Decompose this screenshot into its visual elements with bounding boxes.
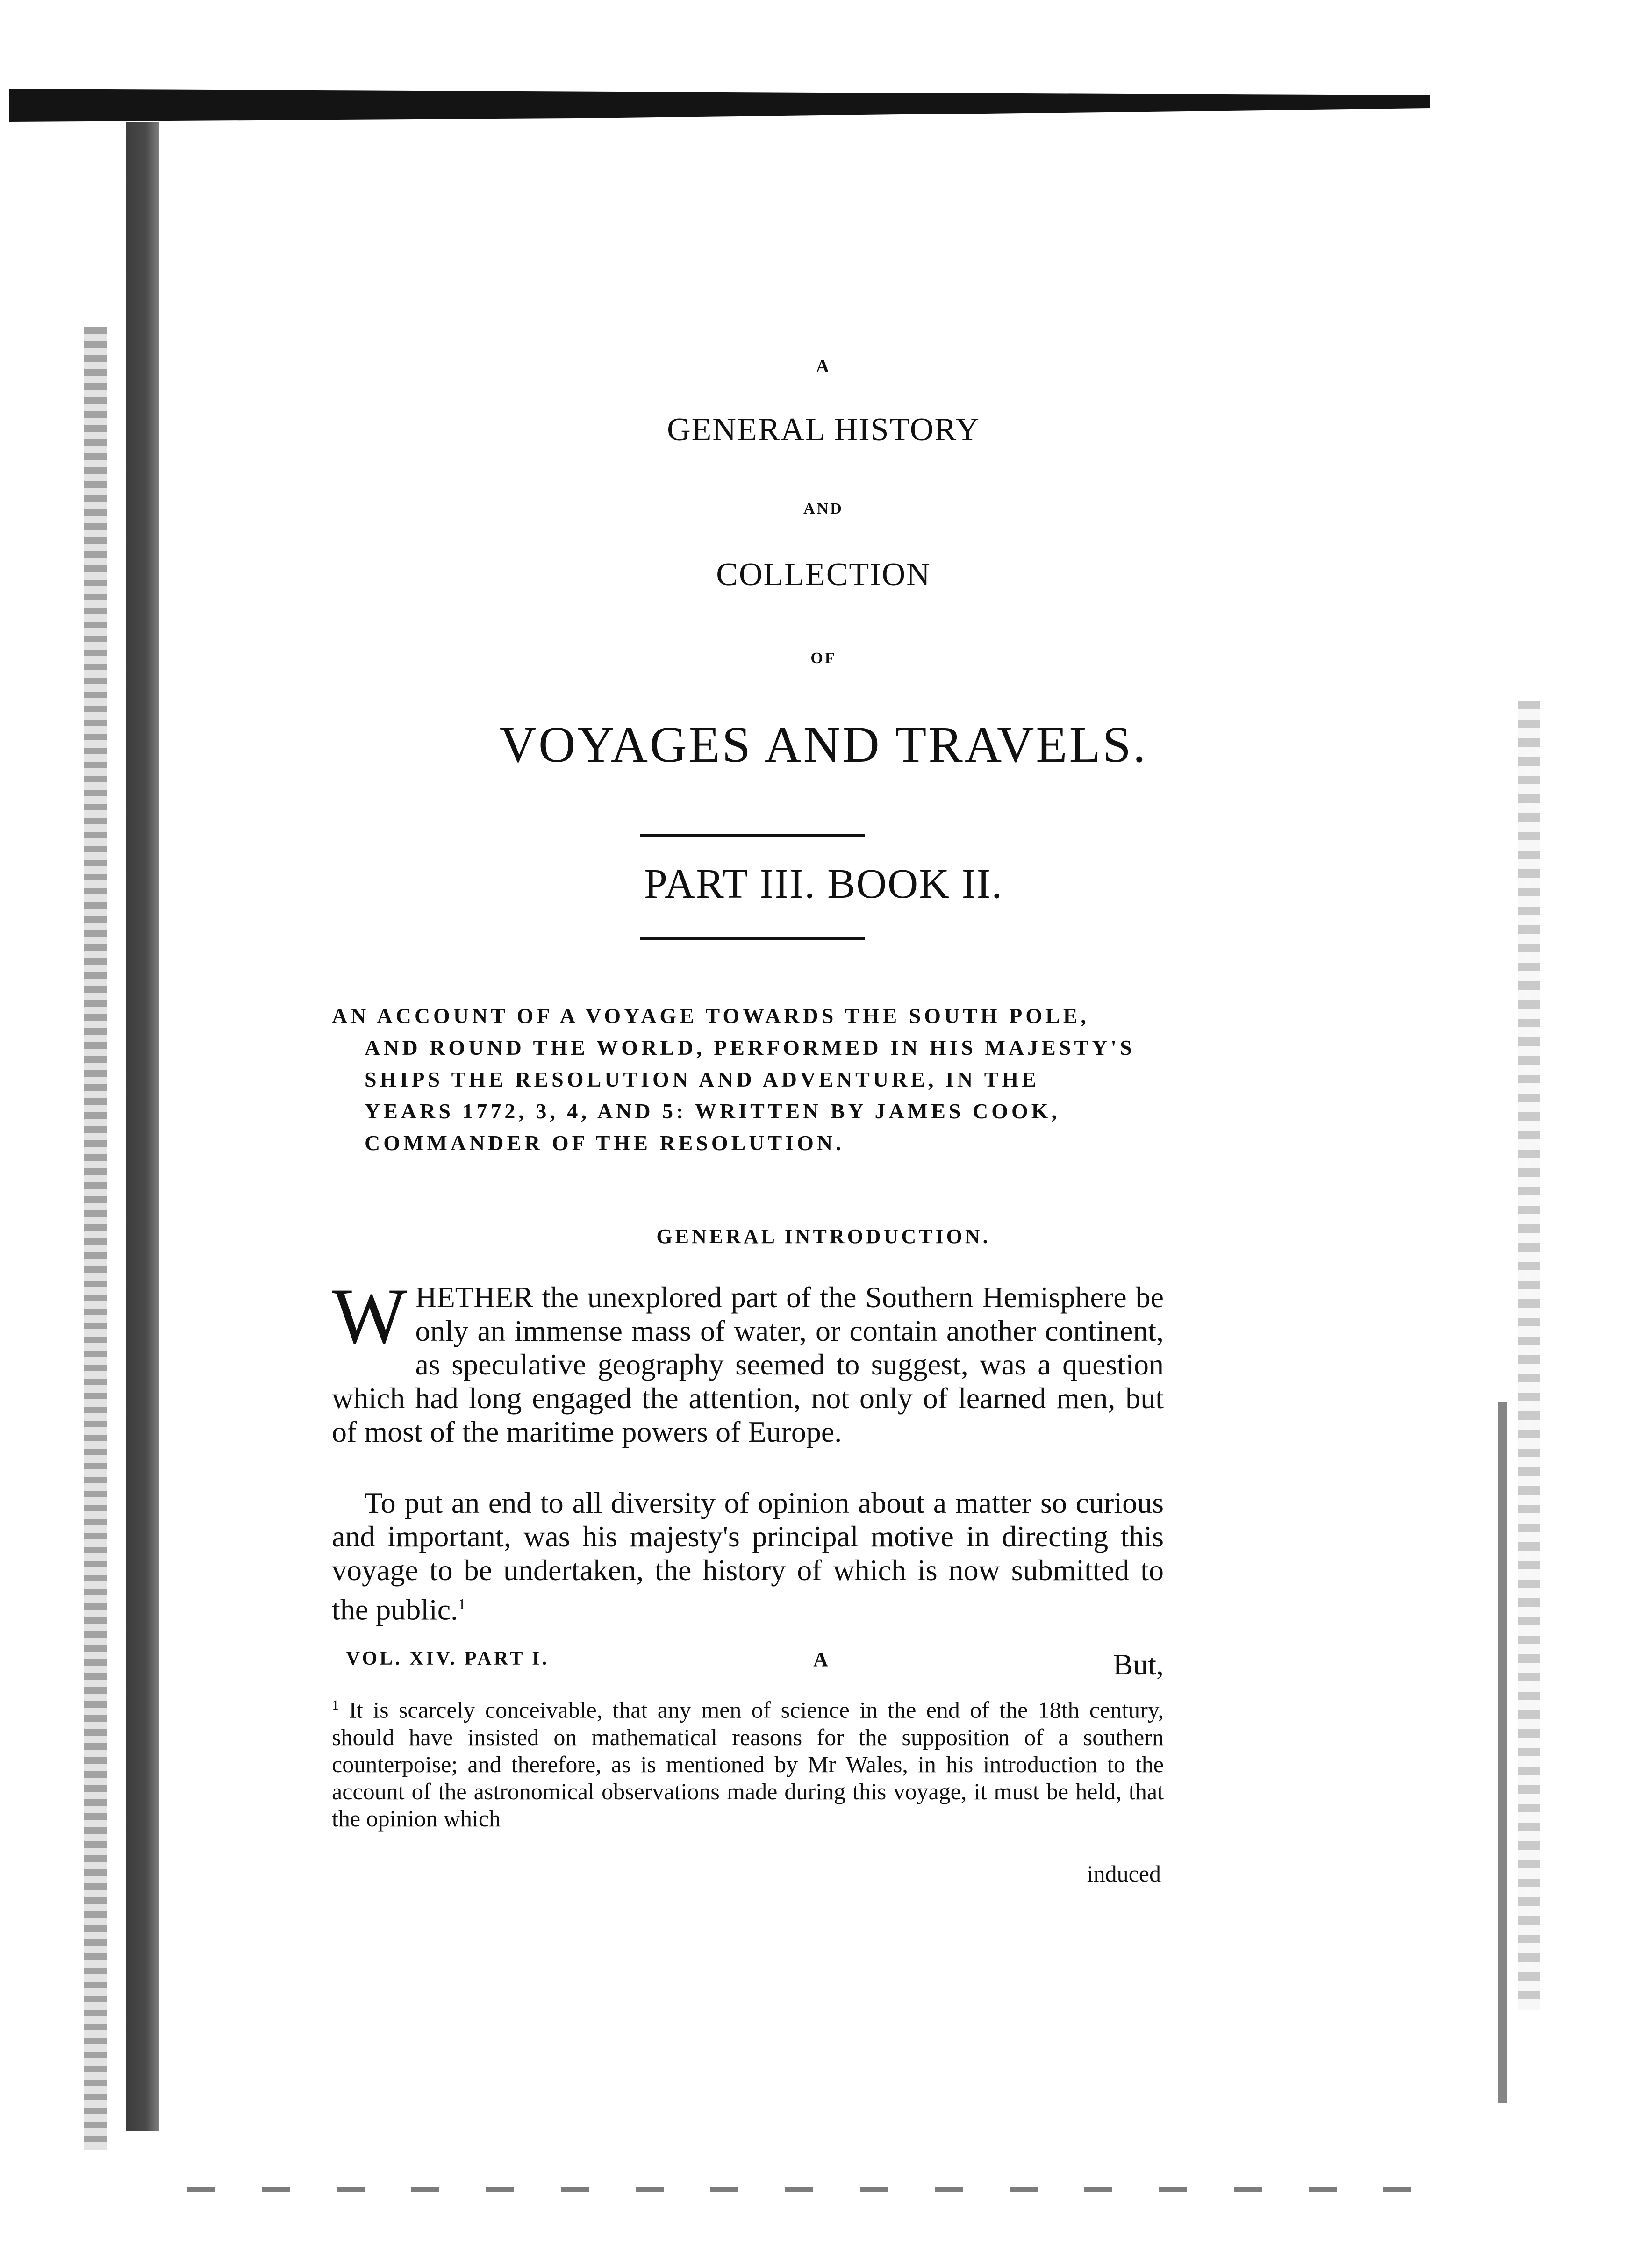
account-line: YEARS 1772, 3, 4, AND 5: WRITTEN BY JAMES COOK, <box>365 1099 1060 1123</box>
catchword: But, <box>1113 1648 1164 1681</box>
footnote-reference: 1 <box>458 1595 466 1612</box>
paragraph-2 <box>332 1486 1164 1626</box>
part-heading: PART III. BOOK II. <box>644 861 1003 907</box>
drop-cap: W <box>332 1272 407 1360</box>
footnote-mark: 1 <box>332 1697 339 1713</box>
title-rule-bottom <box>640 937 865 940</box>
account-subtitle <box>332 1000 1164 1159</box>
volume-line: VOL. XIV. PART I. <box>346 1648 550 1669</box>
title-of: OF <box>810 650 837 667</box>
paragraph-1-text: HETHER the unexplored part of the Southern Hemisphere be only an immense mass of water, or contain another continent, as speculative geography seemed to suggest, was a question which had long engaged the attention, not only of learned men, but of most of the maritime powers of Europe. <box>332 1281 1164 1448</box>
title-rule-top <box>640 834 865 837</box>
account-line: AND ROUND THE WORLD, PERFORMED IN HIS MAJESTY'S <box>365 1036 1135 1059</box>
paragraph-2-text: To put an end to all diversity of opinion about a matter so curious and important, was his majesty's principal motive in directing this voyage to be undertaken, the history of which is now submitted to the public. <box>332 1486 1164 1626</box>
title-general-history: GENERAL HISTORY <box>667 412 980 448</box>
paragraph-1 <box>332 1272 1164 1449</box>
footnote-catchword: induced <box>1087 1860 1161 1887</box>
title-voyages-and-travels: VOYAGES AND TRAVELS. <box>499 716 1148 773</box>
title-and: AND <box>803 500 844 517</box>
footnote-text: It is scarcely conceivable, that any men of science in the end of the 18th century, should have insisted on mathematical reasons for the supposition of a southern counterpoise; and therefore, as is mentioned by Mr Wales, in his introduction to the account of the astronomical observations made during this voyage, it must be held, that the opinion which <box>332 1696 1164 1832</box>
page-footer <box>346 1647 1164 1680</box>
account-line: SHIPS THE RESOLUTION AND ADVENTURE, IN THE <box>365 1067 1039 1091</box>
footnote <box>332 1692 1164 1832</box>
account-line: COMMANDER OF THE RESOLUTION. <box>365 1131 845 1155</box>
title-a: A <box>816 356 831 377</box>
account-line: AN ACCOUNT OF A VOYAGE TOWARDS THE SOUTH POLE, <box>332 1004 1089 1028</box>
intro-heading: GENERAL INTRODUCTION. <box>656 1225 991 1248</box>
title-collection: COLLECTION <box>716 557 931 593</box>
signature-mark: A <box>813 1648 828 1671</box>
